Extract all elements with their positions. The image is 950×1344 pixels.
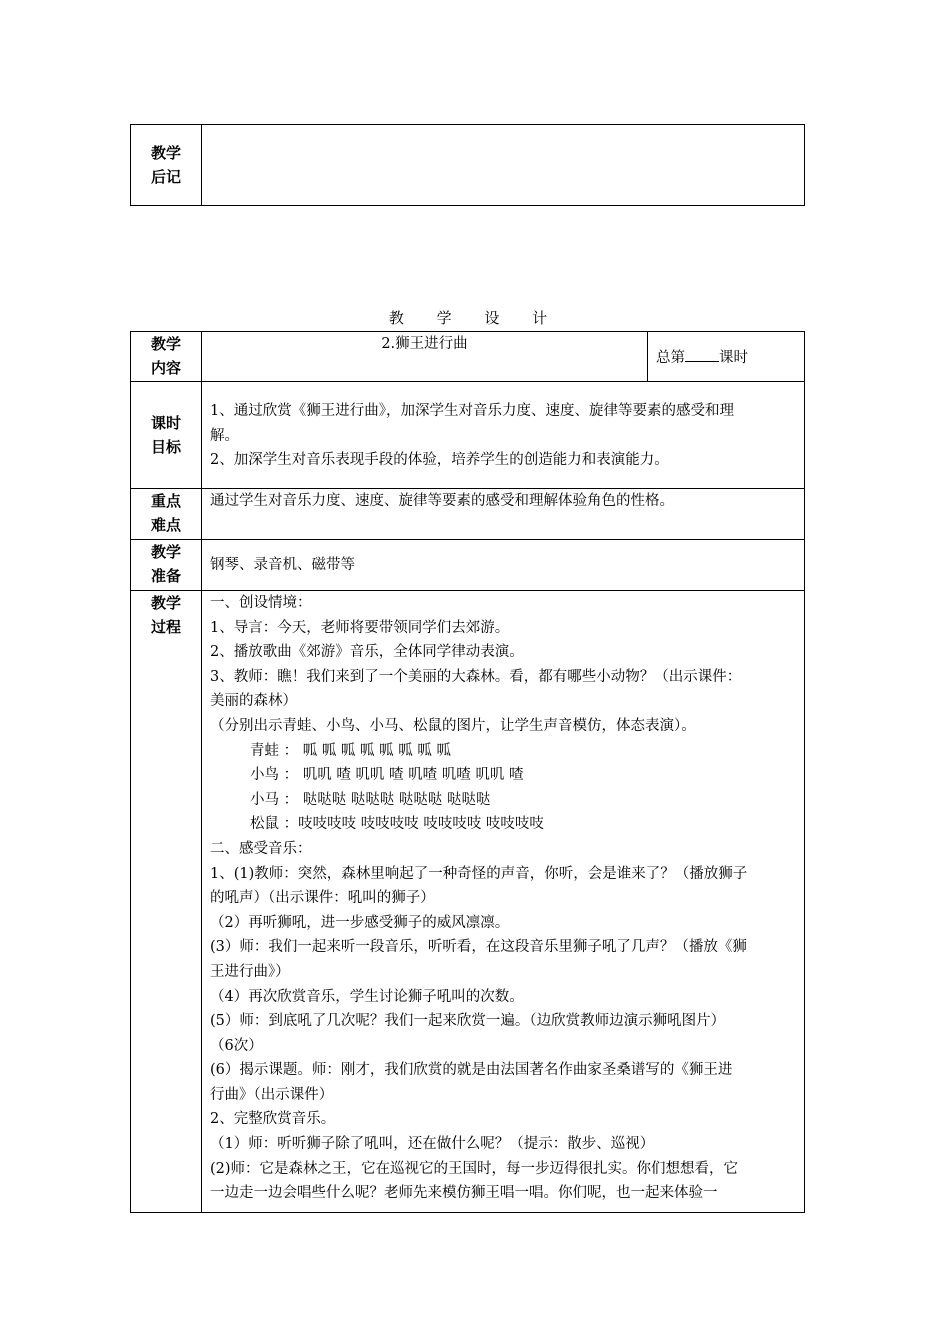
preparation-label-l1: 教学 [150,543,181,561]
process-line: 小马 ： 哒哒哒 哒哒哒 哒哒哒 哒哒哒 [250,791,491,808]
objective-line: 2、加深学生对音乐表现手段的体验，培养学生的创造能力和表演能力。 [210,452,669,469]
process-line: (3）师：我们一起来听一段音乐，听听看，在这段音乐里狮子吼了几声？（播放《狮 [210,939,747,956]
objective-line: 解。 [210,427,239,444]
process-line: 小鸟 ： 叽叽 喳 叽叽 喳 叽喳 叽喳 叽叽 喳 [250,767,524,784]
objectives-content [202,382,805,489]
preparation-label [131,540,202,591]
process-line: 松鼠 ：吱吱吱吱 吱吱吱吱 吱吱吱吱 吱吱吱吱 [250,816,544,833]
keypoints-label-l2: 难点 [150,516,181,534]
postnote-label [131,125,202,206]
design-table [130,331,805,1213]
process-line: 一、创设情境： [210,595,312,611]
postnote-label-l2: 后记 [150,168,181,186]
process-line: (6）揭示课题。师：刚才，我们欣赏的就是由法国著名作曲家圣桑谱写的《狮王进 [210,1062,733,1079]
preparation-text: 钢琴、录音机、磁带等 [210,556,355,573]
process-line: 王进行曲》） [210,963,290,980]
lesson-title-cell [202,332,648,382]
process-line: （1）师：听听狮子除了吼叫，还在做什么呢？（提示：散步、巡视） [210,1136,655,1153]
process-label-l1: 教学 [150,594,181,612]
keypoints-label-l1: 重点 [150,492,181,510]
process-line: 2、完整欣赏音乐。 [210,1111,336,1128]
postnote-table [130,124,805,206]
process-line: 1、(1)教师：突然，森林里响起了一种奇怪的声音，你听，会是谁来了？（播放狮子 [210,865,748,882]
process-line: （2）再听狮吼，进一步感受狮子的威风凛凛。 [210,914,510,931]
process-line: （6次） [210,1037,263,1054]
process-line: (5）师：到底吼了几次呢？我们一起来欣赏一遍。（边欣赏教师边演示狮吼图片） [210,1013,726,1030]
keypoints-label [131,489,202,540]
process-line: 行曲》（出示课件） [210,1086,334,1103]
process-line: 的吼声）（出示课件：吼叫的狮子） [210,890,435,907]
process-line: 美丽的森林） [210,693,297,710]
process-line: （4）再次欣赏音乐，学生讨论狮子吼叫的次数。 [210,988,524,1005]
total-suffix: 课时 [719,350,748,366]
process-label-l2: 过程 [150,618,181,636]
objectives-label-l2: 目标 [150,438,181,456]
process-line: (2)师：它是森林之王，它在巡视它的王国时，每一步迈得很扎实。你们想想看，它 [210,1160,739,1177]
process-line: （分别出示青蛙、小鸟、小马、松鼠的图片，让学生声音模仿，体态表演）。 [210,717,696,734]
objective-line: 1、通过欣赏《狮王进行曲》，加深学生对音乐力度、速度、旋律等要素的感受和理 [210,403,734,419]
preparation-label-l2: 准备 [150,567,181,585]
process-line: 二、感受音乐： [210,840,312,857]
process-line: 一边走一边会唱些什么呢？老师先来模仿狮王唱一唱。你们呢，也一起来体验一 [210,1185,718,1202]
design-title: 教 学 设 计 [388,309,562,327]
process-line: 2、播放歌曲《郊游》音乐，全体同学律动表演。 [210,644,524,661]
total-lessons-cell [648,332,805,382]
postnote-content [202,125,805,206]
total-prefix: 总第 [656,350,685,366]
content-label [131,332,202,382]
postnote-label-l1: 教学 [150,144,181,162]
process-line: 1、导言：今天，老师将要带领同学们去郊游。 [210,619,510,636]
keypoints-content [202,489,805,540]
content-label-l1: 教学 [150,335,181,353]
objectives-label [131,382,202,489]
total-blank [685,347,719,362]
keypoints-text: 通过学生对音乐力度、速度、旋律等要素的感受和理解体验角色的性格。 [210,493,674,509]
process-content [202,591,805,1213]
process-label [131,591,202,1213]
preparation-content [202,540,805,591]
content-label-l2: 内容 [150,359,181,377]
process-line: 青蛙 ： 呱 呱 呱 呱 呱 呱 呱 呱 [250,742,451,759]
lesson-title: 2.狮王进行曲 [381,336,468,352]
objectives-label-l1: 课时 [150,414,181,432]
process-line: 3、教师：瞧！我们来到了一个美丽的大森林。看，都有哪些小动物？（出示课件： [210,668,742,685]
